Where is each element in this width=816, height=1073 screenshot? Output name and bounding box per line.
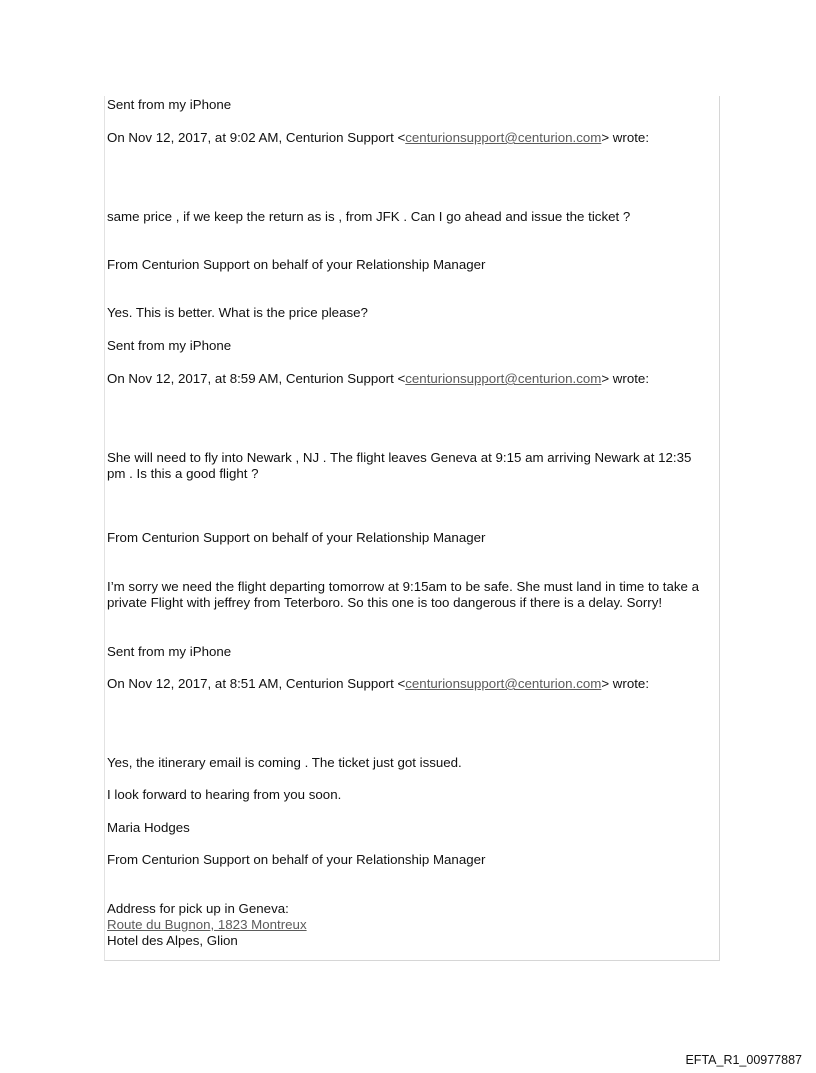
- address-hotel: Hotel des Alpes, Glion: [107, 933, 238, 948]
- sent-from-iphone: Sent from my iPhone: [107, 644, 232, 659]
- message-text: I look forward to hearing from you soon.: [107, 787, 342, 802]
- reply-header-prefix: On Nov 12, 2017, at 9:02 AM, Centurion Support <: [107, 130, 406, 145]
- from-relationship-manager: From Centurion Support on behalf of your Relationship Manager: [107, 257, 486, 272]
- document-id: EFTA_R1_00977887: [685, 1053, 802, 1067]
- email-link[interactable]: centurionsupport@centurion.com: [405, 676, 602, 691]
- from-relationship-manager: From Centurion Support on behalf of your Relationship Manager: [107, 530, 486, 545]
- message-text: same price , if we keep the return as is , from JFK . Can I go ahead and issue the ticket ?: [107, 209, 631, 224]
- email-link[interactable]: centurionsupport@centurion.com: [405, 371, 602, 386]
- signature: Maria Hodges: [107, 820, 190, 835]
- reply-header: [107, 130, 649, 146]
- sent-from-iphone: Sent from my iPhone: [107, 97, 232, 112]
- reply-header-suffix: > wrote:: [601, 130, 650, 145]
- message-text: I’m sorry we need the flight departing tomorrow at 9:15am to be safe. She must land in time to take a private Flight with jeffrey from Teterboro. So this one is too dangerous if there is a delay. Sorry!: [107, 579, 700, 610]
- reply-header-prefix: On Nov 12, 2017, at 8:59 AM, Centurion Support <: [107, 371, 406, 386]
- reply-header-prefix: On Nov 12, 2017, at 8:51 AM, Centurion Support <: [107, 676, 406, 691]
- email-frame: [104, 96, 720, 961]
- message-text: Yes, the itinerary email is coming . The ticket just got issued.: [107, 755, 462, 770]
- reply-header: [107, 371, 649, 387]
- message-text: She will need to fly into Newark , NJ . The flight leaves Geneva at 9:15 am arriving Newark at 12:35 pm . Is this a good flight ?: [107, 450, 692, 481]
- from-relationship-manager: From Centurion Support on behalf of your Relationship Manager: [107, 852, 486, 867]
- reply-header-suffix: > wrote:: [601, 676, 650, 691]
- message-text: Yes. This is better. What is the price please?: [107, 305, 368, 320]
- reply-header: [107, 676, 649, 692]
- address-label: Address for pick up in Geneva:: [107, 901, 289, 916]
- address-link[interactable]: Route du Bugnon, 1823 Montreux: [107, 917, 307, 932]
- email-link[interactable]: centurionsupport@centurion.com: [405, 130, 602, 145]
- reply-header-suffix: > wrote:: [601, 371, 650, 386]
- sent-from-iphone: Sent from my iPhone: [107, 338, 232, 353]
